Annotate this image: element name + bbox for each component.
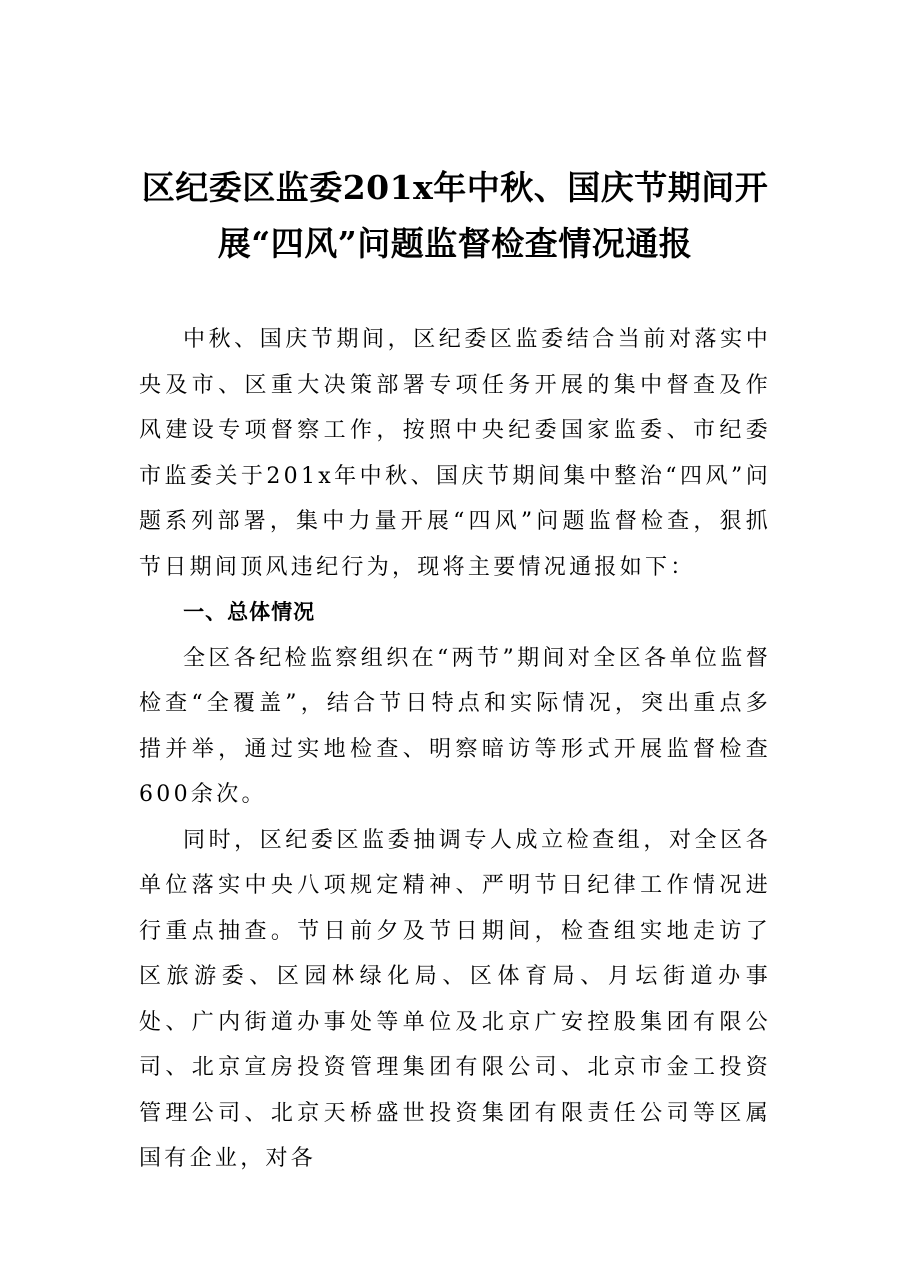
intro-paragraph: 中秋、国庆节期间，区纪委区监委结合当前对落实中央及市、区重大决策部署专项任务开展的集中督查及作风建设专项督察工作，按照中央纪委国家监委、市纪委市监委关于201x年中秋、国庆节期间集中整治“四风”问题系列部署，集中力量开展“四风”问题监督检查，狠抓节日期间顶风违纪行为，现将主要情况通报如下：: [139, 327, 771, 580]
section-heading-overview: 一、总体情况: [183, 600, 316, 624]
document-title: 区纪委区监委201x年中秋、国庆节期间开展“四风”问题监督检查情况通报: [141, 168, 769, 263]
overview-paragraph-2: 同时，区纪委区监委抽调专人成立检查组，对全区各单位落实中央八项规定精神、严明节日纪律工作情况进行重点抽查。节日前夕及节日期间，检查组实地走访了区旅游委、区园林绿化局、区体育局、月坛街道办事处、广内街道办事处等单位及北京广安控股集团有限公司、北京宣房投资管理集团有限公司、北京市金工投资管理公司、北京天桥盛世投资集团有限责任公司等区属国有企业，对各: [139, 827, 771, 1171]
overview-paragraph-1: 全区各纪检监察组织在“两节”期间对全区各单位监督检查“全覆盖”，结合节日特点和实际情况，突出重点多措并举，通过实地检查、明察暗访等形式开展监督检查600余次。: [139, 645, 771, 807]
document-body: [139, 317, 771, 1182]
